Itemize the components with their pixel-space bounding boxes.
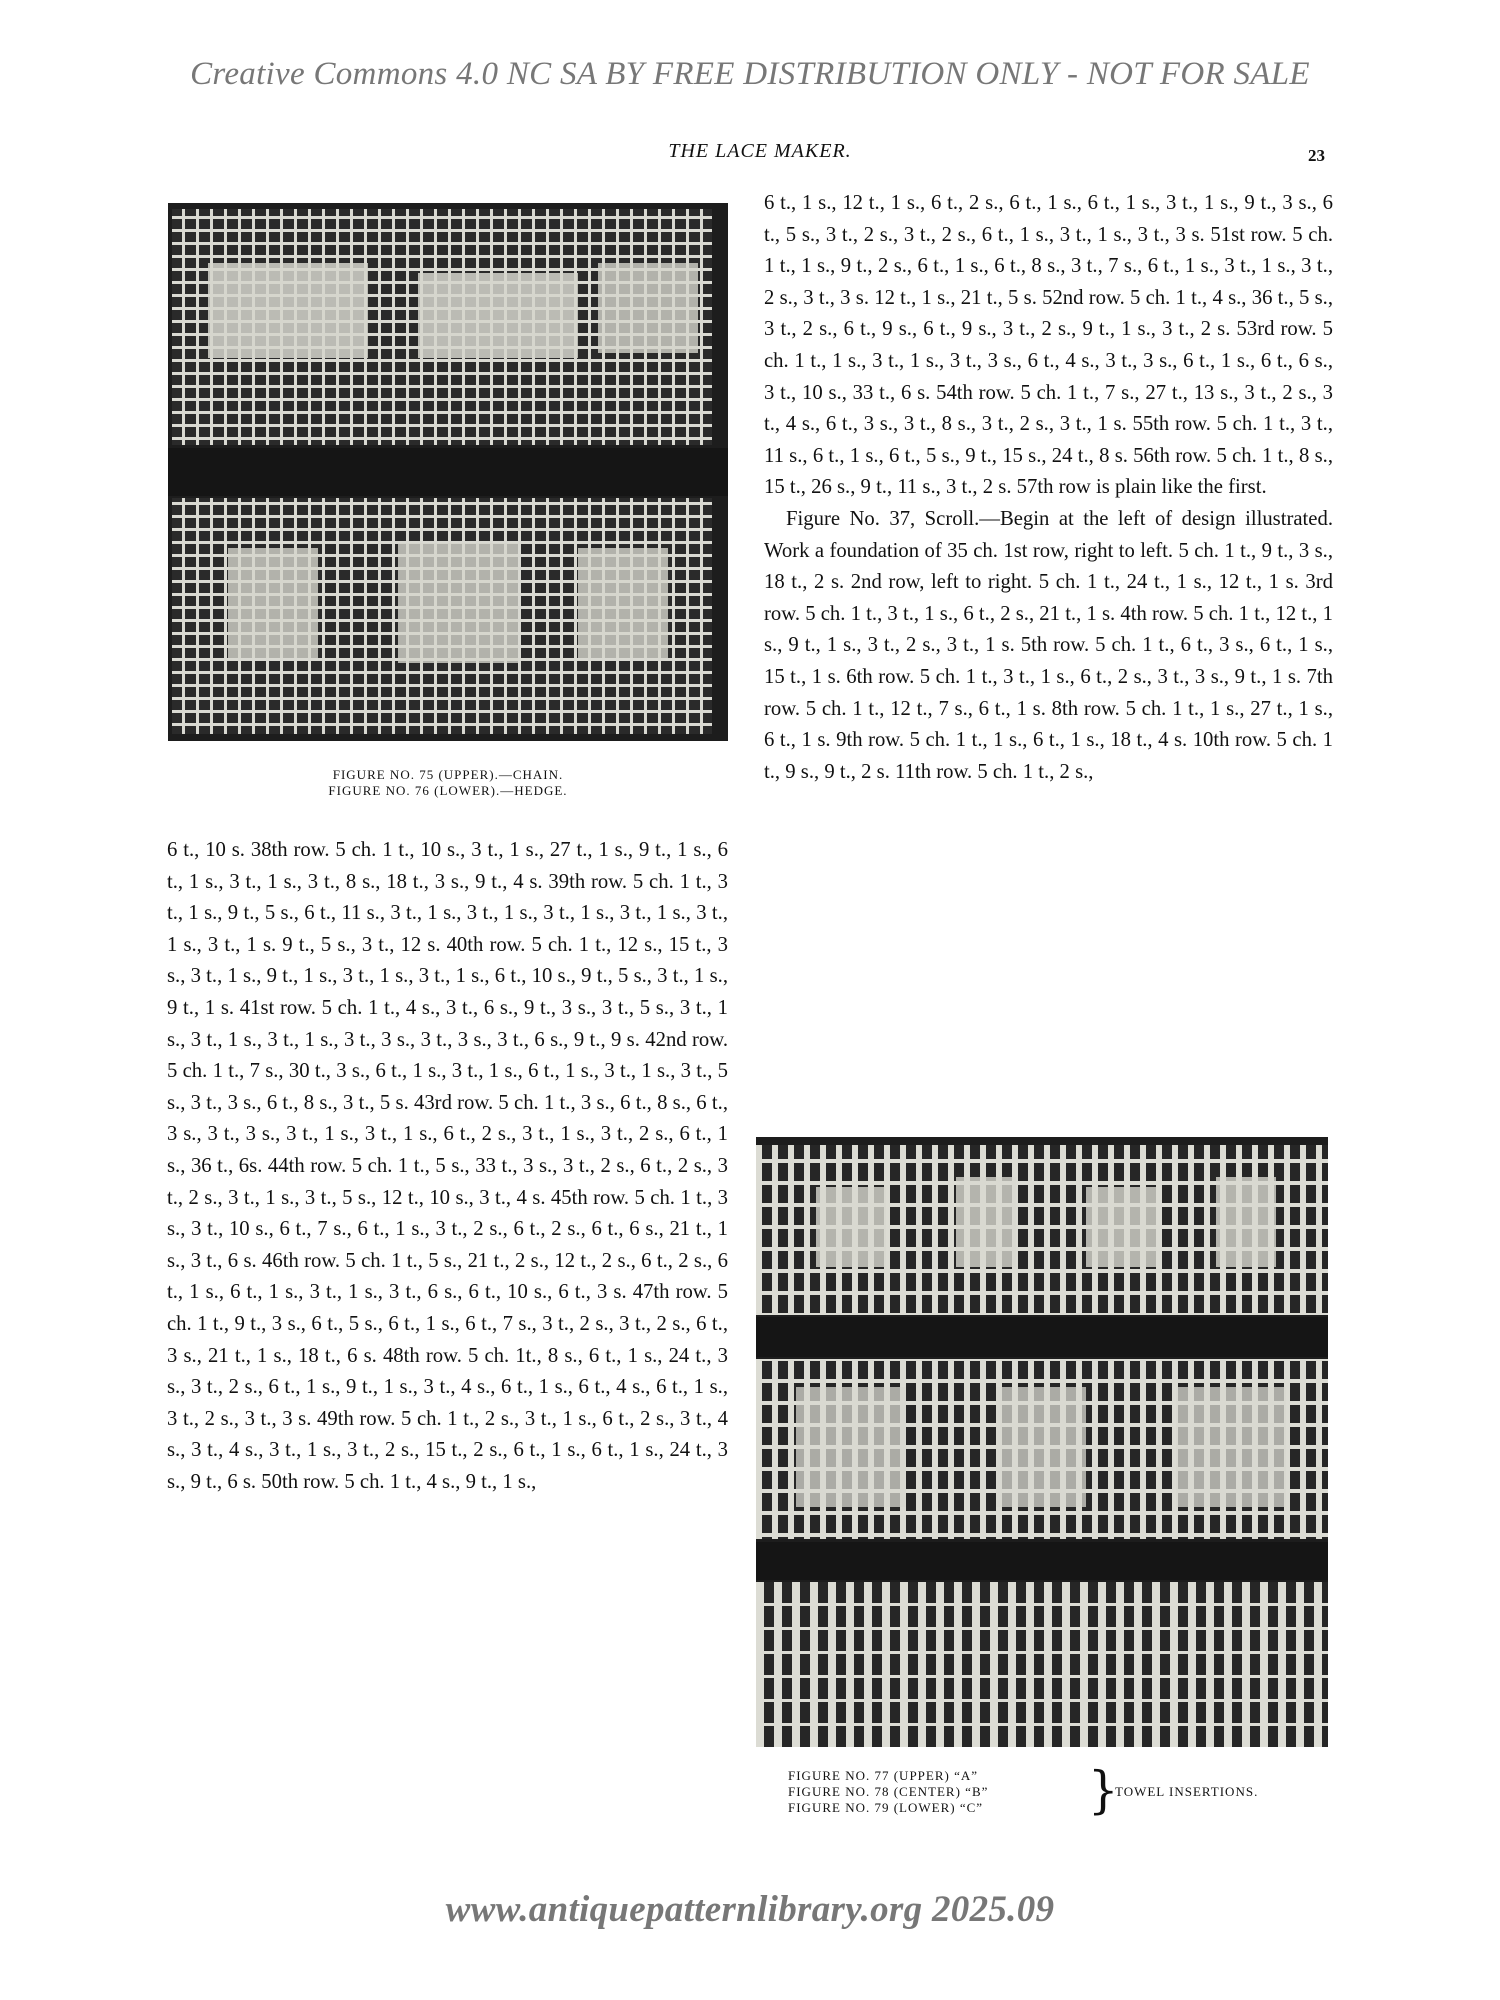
lace-photo-towel-insertions-graphic: [756, 1137, 1328, 1747]
figure-caption-77-79: [788, 1760, 1328, 1820]
caption-figure-75: FIGURE NO. 75 (UPPER).—CHAIN.: [332, 767, 564, 782]
instructions-scroll: Figure No. 37, Scroll.—Begin at the left of design illustrated. Work a foundation of 35 ch. 1st row, right to left. 5 ch. 1 t., 9 t., 3 s., 18 t., 2 s. 2nd row, left to right. 5 ch. 1 t., 24 t., 1 s., 12 t., 1 s. 3rd row. 5 ch. 1 t., 3 t., 1 s., 6 t., 2 s., 21 t., 1 s. 4th row. 5 ch. 1 t., 12 t., 1 s., 9 t., 1 s., 3 t., 2 s., 3 t., 1 s. 5th row. 5 ch. 1 t., 6 t., 3 s., 6 t., 1 s., 15 t., 1 s. 6th row. 5 ch. 1 t., 3 t., 1 s., 6 t., 2 s., 3 t., 3 s., 9 t., 1 s. 7th row. 5 ch. 1 t., 12 t., 7 s., 6 t., 1 s. 8th row. 5 ch. 1 t., 1 s., 27 t., 1 s., 6 t., 1 s. 9th row. 5 ch. 1 t., 1 s., 6 t., 1 s., 18 t., 4 s. 10th row. 5 ch. 1 t., 9 s., 9 t., 2 s. 11th row. 5 ch. 1 t., 2 s.,: [764, 507, 1333, 783]
running-head: THE LACE MAKER.: [668, 140, 852, 162]
footer-url: www.antiquepatternlibrary.org 2025.09: [445, 1889, 1055, 1930]
instructions-rows-38-50: 6 t., 10 s. 38th row. 5 ch. 1 t., 10 s., 3 t., 1 s., 27 t., 1 s., 9 t., 1 s., 6 t., 1 s., 3 t., 1 s., 3 t., 8 s., 18 t., 3 s., 9 t., 4 s. 39th row. 5 ch. 1 t., 3 t., 1 s., 9 t., 5 s., 6 t., 11 s., 3 t., 1 s., 3 t., 1 s., 3 t., 1 s., 3 t., 1 s., 3 t., 1 s., 3 t., 1 s. 9 t., 5 s., 3 t., 12 s. 40th row. 5 ch. 1 t., 12 s., 15 t., 3 s., 3 t., 1 s., 9 t., 1 s., 3 t., 1 s., 3 t., 1 s., 6 t., 10 s., 9 t., 5 s., 3 t., 1 s., 9 t., 1 s. 41st row. 5 ch. 1 t., 4 s., 3 t., 6 s., 9 t., 3 s., 3 t., 5 s., 3 t., 1 s., 3 t., 1 s., 3 t., 1 s., 3 t., 3 s., 3 t., 3 s., 3 t., 6 s., 9 t., 9 s. 42nd row. 5 ch. 1 t., 7 s., 30 t., 3 s., 6 t., 1 s., 3 t., 1 s., 6 t., 1 s., 3 t., 1 s., 3 t., 5 s., 3 t., 3 s., 6 t., 8 s., 3 t., 5 s. 43rd row. 5 ch. 1 t., 3 s., 6 t., 8 s., 6 t., 3 s., 3 t., 3 s., 3 t., 1 s., 3 t., 1 s., 6 t., 2 s., 3 t., 1 s., 3 t., 2 s., 6 t., 1 s., 36 t., 6s. 44th row. 5 ch. 1 t., 5 s., 33 t., 3 s., 3 t., 2 s., 6 t., 2 s., 3 t., 2 s., 3 t., 1 s., 3 t., 5 s., 12 t., 10 s., 3 t., 4 s. 45th row. 5 ch. 1 t., 3 s., 3 t., 10 s., 6 t., 7 s., 6 t., 1 s., 3 t., 2 s., 6 t., 2 s., 6 t., 6 s., 21 t., 1 s., 3 t., 6 s. 46th row. 5 ch. 1 t., 5 s., 21 t., 2 s., 12 t., 2 s., 6 t., 2 s., 6 t., 1 s., 6 t., 1 s., 3 t., 1 s., 3 t., 6 s., 6 t., 10 s., 6 t., 3 s. 47th row. 5 ch. 1 t., 9 t., 3 s., 6 t., 5 s., 6 t., 1 s., 6 t., 7 s., 3 t., 2 s., 3 t., 2 s., 6 t., 3 s., 21 t., 1 s., 18 t., 6 s. 48th row. 5 ch. 1t., 8 s., 6 t., 1 s., 24 t., 3 s., 3 t., 2 s., 6 t., 1 s., 9 t., 1 s., 3 t., 4 s., 6 t., 1 s., 6 t., 4 s., 6 t., 1 s., 3 t., 2 s., 3 t., 3 s. 49th row. 5 ch. 1 t., 2 s., 3 t., 1 s., 6 t., 2 s., 3 t., 4 s., 3 t., 4 s., 3 t., 1 s., 3 t., 2 s., 15 t., 2 s., 6 t., 1 s., 6 t., 1 s., 24 t., 3 s., 9 t., 6 s. 50th row. 5 ch. 1 t., 4 s., 9 t., 1 s.,: [167, 839, 728, 1493]
figure-caption-75-76: [168, 767, 728, 799]
right-text-column: [764, 188, 1333, 788]
lace-photo-chain-hedge-graphic: [168, 203, 728, 741]
page-number: 23: [1308, 146, 1325, 165]
license-banner: Creative Commons 4.0 NC SA BY FREE DISTRIBUTION ONLY - NOT FOR SALE: [190, 56, 1310, 92]
caption-figure-77: FIGURE NO. 77 (UPPER) “A”: [788, 1768, 979, 1783]
caption-figure-79: FIGURE NO. 79 (LOWER) “C”: [788, 1800, 984, 1815]
left-text-column: [167, 835, 728, 1498]
instructions-rows-50-57: 6 t., 1 s., 12 t., 1 s., 6 t., 2 s., 6 t., 1 s., 6 t., 1 s., 3 t., 1 s., 9 t., 3 s., 6 t., 5 s., 3 t., 2 s., 3 t., 2 s., 6 t., 1 s., 3 t., 1 s., 3 t., 3 s. 51st row. 5 ch. 1 t., 1 s., 9 t., 2 s., 6 t., 1 s., 6 t., 8 s., 3 t., 7 s., 6 t., 1 s., 3 t., 1 s., 3 t., 2 s., 3 t., 3 s. 12 t., 1 s., 21 t., 5 s. 52nd row. 5 ch. 1 t., 4 s., 36 t., 5 s., 3 t., 2 s., 6 t., 9 s., 6 t., 9 s., 3 t., 2 s., 9 t., 1 s., 3 t., 2 s. 53rd row. 5 ch. 1 t., 1 s., 3 t., 1 s., 3 t., 3 s., 6 t., 4 s., 3 t., 3 s., 6 t., 1 s., 6 t., 6 s., 3 t., 10 s., 33 t., 6 s. 54th row. 5 ch. 1 t., 7 s., 27 t., 13 s., 3 t., 2 s., 3 t., 4 s., 6 t., 3 s., 3 t., 8 s., 3 t., 2 s., 3 t., 1 s. 55th row. 5 ch. 1 t., 3 t., 11 s., 6 t., 1 s., 6 t., 5 s., 9 t., 15 s., 24 t., 8 s. 56th row. 5 ch. 1 t., 8 s., 15 t., 26 s., 9 t., 11 s., 3 t., 2 s. 57th row is plain like the first.: [764, 192, 1333, 499]
caption-figure-76: FIGURE NO. 76 (LOWER).—HEDGE.: [328, 783, 568, 798]
lace-photo-chain-hedge: [168, 203, 728, 741]
caption-brace: }: [1088, 1760, 1120, 1820]
caption-figure-78: FIGURE NO. 78 (CENTER) “B”: [788, 1784, 989, 1799]
lace-photo-towel-insertions: [756, 1137, 1328, 1747]
caption-group-label: TOWEL INSERTIONS.: [1115, 1784, 1259, 1799]
